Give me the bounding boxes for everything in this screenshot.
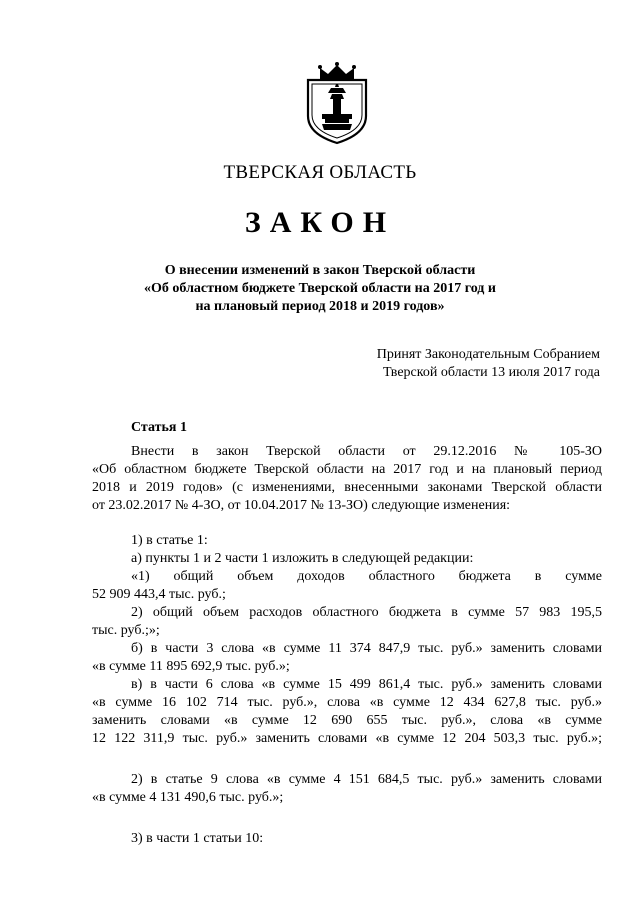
item-line: «1) общий объем доходов областного бюджета в сумме — [131, 569, 602, 584]
item-line: 1) в статье 1: — [131, 533, 208, 548]
adoption-line: Тверской области 13 июля 2017 года — [382, 365, 600, 380]
item-line: «в сумме 11 895 692,9 тыс. руб.»; — [92, 659, 290, 674]
article-body — [92, 443, 602, 848]
law-subject-title — [0, 262, 640, 316]
coat-of-arms-icon — [300, 62, 374, 146]
item-line: б) в части 3 слова «в сумме 11 374 847,9 тыс. руб.» заменить словами — [131, 641, 602, 656]
article-title: Статья 1 — [131, 420, 187, 435]
item-line: 2) в статье 9 слова «в сумме 4 151 684,5 тыс. руб.» заменить словами — [131, 772, 602, 787]
region-name: ТВЕРСКАЯ ОБЛАСТЬ — [223, 162, 417, 183]
paragraph-line: «Об областном бюджете Тверской области на 2017 год и на плановый период — [92, 462, 602, 477]
item-line: в) в части 6 слова «в сумме 15 499 861,4 тыс. руб.» заменить словами — [131, 677, 602, 692]
document-type-title: ЗАКОН — [244, 206, 396, 239]
subject-line: на плановый период 2018 и 2019 годов» — [195, 299, 445, 314]
adoption-line: Принят Законодательным Собранием — [376, 347, 600, 362]
item-line: «в сумме 4 131 490,6 тыс. руб.»; — [92, 790, 284, 805]
paragraph-line: 2018 и 2019 годов» (с изменениями, внесенными законами Тверской области — [92, 480, 602, 495]
item-line: 52 909 443,4 тыс. руб.; — [92, 587, 226, 602]
item-line: 12 122 311,9 тыс. руб.» заменить словами «в сумме 12 204 503,3 тыс. руб.»; — [92, 731, 602, 746]
adoption-note — [300, 346, 600, 382]
subject-line: О внесении изменений в закон Тверской области — [164, 263, 476, 278]
paragraph-line: Внести в закон Тверской области от 29.12.2016 № 105-ЗО — [131, 444, 602, 459]
item-line: 3) в части 1 статьи 10: — [131, 831, 264, 846]
spacer — [92, 807, 602, 830]
paragraph-line: от 23.02.2017 № 4-ЗО, от 10.04.2017 № 13-ЗО) следующие изменения: — [92, 498, 511, 513]
subject-line: «Об областном бюджете Тверской области на 2017 год и — [144, 281, 496, 296]
item-line: а) пункты 1 и 2 части 1 изложить в следующей редакции: — [131, 551, 474, 566]
spacer — [92, 515, 602, 532]
item-line: заменить словами «в сумме 12 690 655 тыс. руб.», слова «в сумме — [92, 713, 602, 728]
spacer — [92, 748, 602, 771]
item-line: «в сумме 16 102 714 тыс. руб.», слова «в сумме 12 434 627,8 тыс. руб.» — [92, 695, 602, 710]
item-line: тыс. руб.;»; — [92, 623, 160, 638]
item-line: 2) общий объем расходов областного бюджета в сумме 57 983 195,5 — [131, 605, 602, 620]
